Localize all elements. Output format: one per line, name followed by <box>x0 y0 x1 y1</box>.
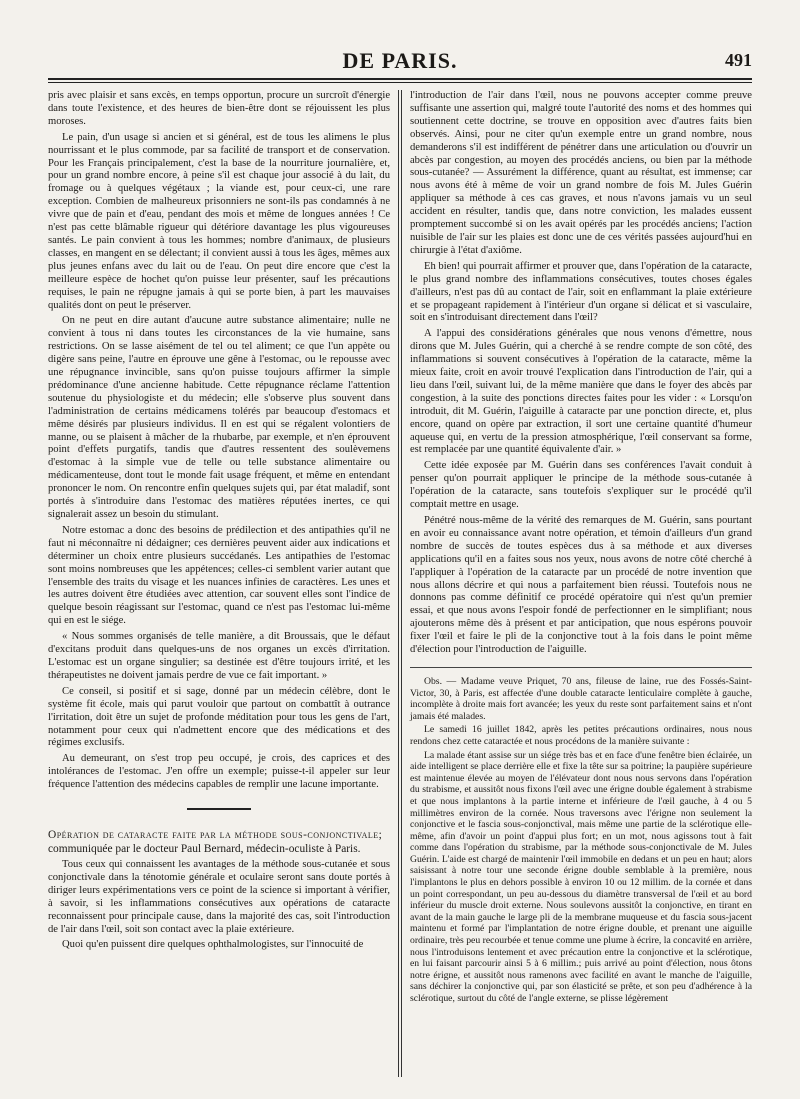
left-column <box>48 90 392 1077</box>
paragraph: Quoi qu'en puissent dire quelques ophthalmologistes, sur l'innocuité de <box>62 939 364 951</box>
observation-paragraph: La malade étant assise sur un siége très bas et en face d'une fenêtre bien éclairée, un aide intelligent se place derrière elle et fixe la tête sur sa poitrine; la paupière supérieure est maintenue élevée au moyen de l'élévateur dont nous nous servons dans l'opération du strabisme, et aussitôt nous fixons l'œil avec une érigne double également à strabisme et que nous implantons à la partie interne et inférieure de l'œil gauche, à 4 ou 5 millimètres environ de la cornée. Nous traversons avec l'érigne non seulement la conjonctive et le fascia sous-conjonctival, mais même une partie de la sclérotique elle-même, afin d'avoir un point d'appui plus fort; en un mot, nous agissons tout à fait comme dans l'opération du strabisme, par la méthode sous-conjonctivale de M. Jules Guérin. L'aide est chargé de maintenir l'œil immobile en dedans et un peu en haut; alors saisissant à notre tour une seconde érigne double semblable à la première, nous l'implantons le plus en dehors possible à environ 10 ou 12 millim. de la cornée et dans un point correspondant, un peu au-dessous du diamètre transversal de l'œil et au bord inférieur du muscle droit externe. Nous soulevons aussitôt la conjonctive, en tirant en avant de la main gauche le large pli de la membrane muqueuse et du fascia sous-jacent maintenu et formé par l'implantation de notre érigne double, et prenant une aiguille ordinaire, très peu recourbée et tenue comme une plume à écrire, la concavité en arrière, nous l'introduisons lentement et avec précaution entre la conjonctive et la sclérotique, en lui faisant parcourir ainsi 5 à 6 millim.; puis arrivé au point d'élection, nous ôtons notre érigne, et aussitôt nous ramenons avec facilité en avant le manche de l'aiguille, sans déchirer la conjonctive qui, par son élasticité se prête, et son peu d'adhérence à la sclérotique, surtout du côté de l'angle externe, se plisse légèrement <box>409 749 752 1004</box>
text-columns <box>48 90 752 1077</box>
observation-block <box>410 676 752 1005</box>
article-heading-caps: Opération de cataracte faite par la méthode sous-conjonctivale; <box>48 829 383 842</box>
paragraph: Ce conseil, si positif et si sage, donné par un médecin célèbre, dont le système fit école, mais qui parut vouloir que partout on combattît à outrance l'irritation, doit être un sujet de profonde méditation pour tous les gens de l'art, notamment pour ceux qui n'admettent encore que des médications et des régimes exclusifs. <box>48 685 391 749</box>
article-heading-author: communiquée par le docteur Paul Bernard, médecin-oculiste à Paris. <box>48 843 361 856</box>
paragraph: Cette idée exposée par M. Guérin dans ses conférences l'avait conduit à penser qu'on pourrait appliquer le principe de la méthode sous-cutanée à l'opération de la cataracte, sans toutefois s'expliquer sur le procédé qu'il comptait mettre en usage. <box>409 460 752 511</box>
observation-separator <box>410 667 752 668</box>
header-rule-thin <box>48 82 752 83</box>
paragraph: Tous ceux qui connaissent les avantages de la méthode sous-cutanée et sous conjonctivale dans la ténotomie générale et oculaire seront sans doute portés à diriger leurs expérimentations vers ce point de la science si important à vérifier, à savoir, si les inflammations consécutives aux opérations de cataracte reconnaissent pour principale cause, dans la majorité des cas, soit l'introduction de l'air dans l'œil, soit son contact avec la plaie extérieure. <box>48 859 391 935</box>
quotation-paragraph: « Nous sommes organisés de telle manière, a dit Broussais, que le défaut d'excitans produit dans quelques-uns de nos organes un excès d'irritation. L'estomac est un organe singulier; sa destinée est d'être toujours irrité, et les thérapeutistes ne doivent jamais perdre de vue ce fait important. » <box>48 631 391 681</box>
observation-paragraph: Obs. — Madame veuve Priquet, 70 ans, fileuse de laine, rue des Fossés-Saint-Victor, 30, à Paris, est affectée d'une double cataracte lenticulaire complète à gauche, incomplète à droite mais fort avancée; les yeux du reste sont parfaitement sains et n'ont jamais été malades. <box>409 675 752 722</box>
paragraph: pris avec plaisir et sans excès, en temps opportun, procure un surcroît d'énergie dans toute l'existence, et des heures de bien-être dont se réjouissent les plus moroses. <box>48 90 391 127</box>
paragraph: Pénétré nous-même de la vérité des remarques de M. Guérin, sans pourtant en avoir eu connaissance avant notre opération, et témoin d'ailleurs d'un grand nombre de succès de toutes espèces dus à sa méthode et aux diverses applications qu'il en a faites sous nos yeux, nous avons de notre côté cherché à l'appliquer à l'opération de la cataracte par un procédé de notre invention que nous allons décrire et qui nous a parfaitement bien réussi. Toutefois nous ne donnons pas comme définitif ce procédé opératoire qui n'est qu'un premier essai, et que nous avons l'espoir fondé de perfectionner en le simplifiant; nous ajouterons même dès à présent et par anticipation, que nous espérons pouvoir fixer l'œil et faire le pli de la conjonctive tout à la fois dans le point même d'élection pour l'introduction de l'aiguille. <box>409 515 752 656</box>
paragraph: Au demeurant, on s'est trop peu occupé, je crois, des caprices et des intolérances de l'estomac. J'en offre un exemple; puisse-t-il appeler sur leur fréquence l'attention des médecins capables de remplir une lacune importante. <box>48 753 391 791</box>
column-divider <box>398 90 402 1077</box>
paragraph: Eh bien! qui pourrait affirmer et prouver que, dans l'opération de la cataracte, le plus grand nombre des inflammations consécutives, toutes choses égales d'ailleurs, n'est pas dû au contact de l'air, soit en enflammant la plaie extérieure et se propageant rapidement à l'intérieur d'un organe si délicat et si vasculaire, soit en s'introduisant directement dans l'œil? <box>409 260 752 324</box>
paragraph: Le pain, d'un usage si ancien et si général, est de tous les alimens le plus nourrissant et le plus commode, par sa facilité de transport et de conservation. Pour les Français principalement, c'est la base de la nourriture journalière, et, pour un grand nombre encore, à peine s'il est chaque jour associé à du lait, du fromage ou à quelques végétaux ; la viande est, pour ceux-ci, une rare exception. Combien de malheureux prisonniers ne sont-ils pas condamnés à ne vivre que de pain et d'eau, pendant des mois et même de longues années ! Ce n'est pas cette blâmable rigueur qui détériore davantage les plus vigoureuses santés. Le pain convient à tous les hommes; nombre d'animaux, de plusieurs classes, en mangent en se délectant; il convient aussi à tous les âges, mêmes aux plus jeunes enfans avec du lait ou de l'eau. On peut dire encore que c'est la meilleure espèce de hochet qu'on puisse leur présenter, sauf les précautions requises, le pain ne répugne jamais à qui se porte bien, à part les mauvaises qualités dont on peut le préserver. <box>48 131 391 311</box>
paragraph: Notre estomac a donc des besoins de prédilection et des antipathies qu'il ne faut ni méconnaître ni dédaigner; ces dernières peuvent aider aux indications et déterminer un choix entre plusieurs succédanés. Les antipathies de l'estomac sont moins nombreuses que les appétences; celles-ci semblent varier autant que l'ensemble des traits du visage et les nuances infinies de caractères. Les unes et les autres doivent être étudiées avec attention, car souvent elles sont l'indice de quelque besoin réagissant sur l'estomac, quand ce n'est pas l'estomac lui-même qui en est le siége. <box>48 524 391 627</box>
header-rule-thick <box>48 78 752 80</box>
observation-paragraph: Le samedi 16 juillet 1842, après les petites précautions ordinaires, nous nous rendons chez cette cataractée et nous procédons de la manière suivante : <box>409 724 752 747</box>
paragraph: l'introduction de l'air dans l'œil, nous ne pouvons accepter comme preuve suffisante une assertion qui, malgré toute l'autorité des noms et des hommes qui soutiennent cette doctrine, se trouve en opposition avec d'autres faits bien observés. Ainsi, pour ne citer qu'un exemple entre un grand nombre, nous demanderons s'il est indifférent de pénétrer dans une articulation ou d'ouvrir un abcès par congestion, au moyen des procédés anciens, ou bien par la méthode sous-cutanée? — Assurément la différence, quant au résultat, est immense; car nous avons été à même de voir un grand nombre de fois M. Jules Guérin appliquer sa méthode à ces cas graves, et nous n'avons jamais vu un seul accident en résulter, tandis que, dans notre conviction, les malades eussent promptement succombé si on les avait opérés par les procédés anciens; l'action nuisible de l'air sur les plaies est donc une de ces vérités passées aujourd'hui en chirurgie à l'état d'axiôme. <box>409 90 752 256</box>
section-separator <box>187 808 251 810</box>
paragraph: A l'appui des considérations générales que nous venons d'émettre, nous dirons que M. Jules Guérin, qui a cherché à se rendre compte de son côté, des inflammations si souvent consécutives à l'opération de la cataracte, même la mieux faite, croit en avoir trouvé l'explication dans l'introduction de l'air, qui a lieu dans l'œil, suivant lui, de la même manière que dans le foyer des abcès par congestion, à la suite des ponctions directes faites pour les vider : « Lorsqu'on introduit, dit M. Guérin, l'aiguille à cataracte par une ponction directe, et, plus encore, quand on opère par extraction, il sort une certaine quantité d'humeur aqueuse qui, en vertu de la pression atmosphérique, l'œil conservant sa forme, est remplacée par une quantité équivalente d'air. » <box>409 328 752 456</box>
right-column <box>408 90 752 1077</box>
article-heading <box>48 828 390 856</box>
paragraph: On ne peut en dire autant d'aucune autre substance alimentaire; nulle ne convient à tous ni dans toutes les circonstances de la vie humaine, sans restrictions. On se lasse aisément de tel ou tel aliment; ce que l'un appète ou digère sans peine, l'autre en éprouve une gêne à l'estomac, ou le repousse avec une répugnance invincible, sans qu'on puisse toujours affirmer la simple prédominance d'une ancienne habitude. Cette répugnance réclame l'attention soutenue du physiologiste et du médecin; elle s'observe plus souvent dans l'administration de certains médicamens tolérés par beaucoup d'estomacs et même désirés par plusieurs individus. Il en est qui se régalent volontiers de manne, ou se plaisent à mâcher de la rhubarbe, par exemple, et n'en éprouvent point d'effets purgatifs, tandis que d'autres ressentent des soulèvemens d'estomac à la simple vue de telle ou telle substance alimentaire ou médicamenteuse, dont tout le monde fait usage fréquent, et même en entendant prononcer le nom. On rencontre enfin quelques sujets qui, par état maladif, sont portés à s'introduire dans l'estomac des matières réputées inertes, ce qui signalerait assez un besoin du stimulant. <box>48 315 391 520</box>
page-header <box>48 48 752 74</box>
running-title: DE PARIS. <box>342 48 458 73</box>
page-number: 491 <box>725 50 752 70</box>
